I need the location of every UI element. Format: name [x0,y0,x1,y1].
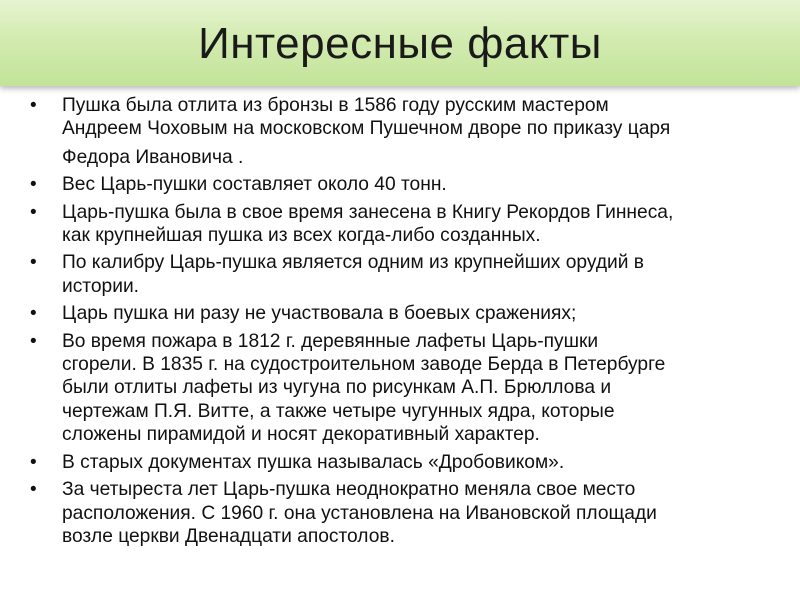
bullet-icon: • [30,252,37,274]
fact-text: Пушка была отлита из бронзы в 1586 году русским мастером Андреем Чоховым на московском Пушечном дворе по приказу царя [62,95,671,140]
bullet-icon: • [30,95,37,116]
bullet-icon: • [30,303,37,325]
bullet-icon: • [30,451,37,473]
fact-text: В старых документах пушка называлась «Дробовиком». [62,451,565,473]
fact-text: Во время пожара в 1812 г. деревянные лафеты Царь-пушки сгорели. В 1835 г. на судостроительном заводе Берда в Петербурге были отлиты лафеты из чугуна по рисункам А.П. Брюллова и чертежам П.Я. Витте, а также четыре чугунных ядра, которые сложены пирамидой и носят декоративный характер. [62,330,666,446]
slide-title: Интересные факты [198,19,602,68]
fact-text: Царь пушка ни разу не участвовала в боевых сражениях; [62,303,577,325]
bullet-icon: • [30,330,37,352]
bullet-icon: • [30,201,37,223]
bullet-icon: • [30,479,37,501]
bullet-icon: • [30,174,37,196]
title-banner [0,0,800,86]
fact-text: Вес Царь-пушки составляет около 40 тонн. [62,174,447,196]
fact-text: Царь-пушка была в свое время занесена в Книгу Рекордов Гиннеса, как крупнейшая пушка из всех когда-либо созданных. [62,201,674,247]
fact-item [28,94,778,169]
fact-item [28,201,778,248]
fact-item [28,302,778,325]
fact-item [28,251,778,298]
fact-item [28,478,778,548]
fact-text: По калибру Царь-пушка является одним из крупнейших орудий в истории. [62,252,644,297]
fact-item [28,173,778,196]
fact-text: За четыреста лет Царь-пушка неоднократно меняла свое место расположения. С 1960 г. она установлена на Ивановской площади возле церкви Двенадцати апостолов. [62,479,657,547]
fact-text-continuation: Федора Ивановича . [62,146,244,168]
fact-item [28,330,778,447]
facts-list [28,94,778,552]
fact-item [28,451,778,474]
